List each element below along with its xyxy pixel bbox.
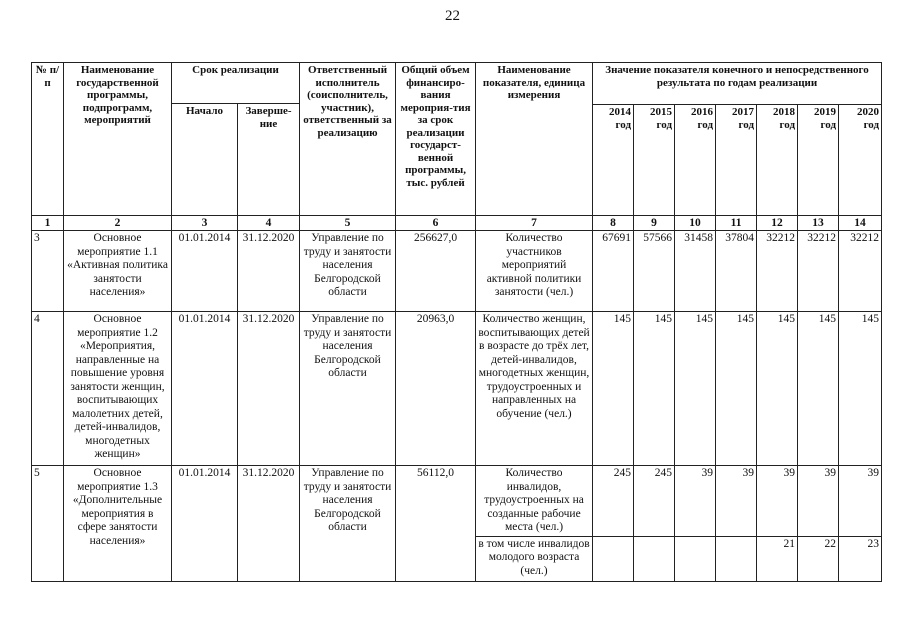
row-value-2017: 39 — [716, 466, 757, 537]
row-value-2016 — [675, 536, 716, 581]
header-period: Срок реализации — [172, 63, 300, 104]
column-number: 2 — [64, 216, 172, 231]
row-value-2018: 21 — [757, 536, 798, 581]
row-measure-name: Основное мероприятие 1.2 «Мероприятия, направленные на повышение уровня занятости женщин, воспитывающих малолетних детей, детей-инвалидов, многодетных женщин» — [64, 312, 172, 466]
row-end-date: 31.12.2020 — [238, 231, 300, 312]
row-value-2019: 32212 — [798, 231, 839, 312]
header-year-2019: 2019 год — [798, 105, 839, 216]
row-value-2014: 145 — [593, 312, 634, 466]
row-measure-name: Основное мероприятие 1.3 «Дополнительные мероприятия в сфере занятости населения» — [64, 466, 172, 582]
row-value-2020: 23 — [839, 536, 882, 581]
header-year-2020: 2020 год — [839, 105, 882, 216]
header-indicator: Наименование показателя, единица измерения — [476, 63, 593, 216]
row-start-date: 01.01.2014 — [172, 466, 238, 582]
table-row — [32, 466, 882, 537]
row-end-date: 31.12.2020 — [238, 466, 300, 582]
row-value-2015: 245 — [634, 466, 675, 537]
column-number: 6 — [396, 216, 476, 231]
column-number: 7 — [476, 216, 593, 231]
header-volume: Общий объем финансиро-вания мероприя-тия за срок реализации государст-венной программы, тыс. рублей — [396, 63, 476, 216]
page-number: 22 — [445, 8, 460, 24]
row-value-2017: 145 — [716, 312, 757, 466]
row-num: 4 — [32, 312, 64, 466]
row-num: 5 — [32, 466, 64, 582]
row-start-date: 01.01.2014 — [172, 231, 238, 312]
header-year-2015: 2015 год — [634, 105, 675, 216]
column-number: 14 — [839, 216, 882, 231]
row-value-2017: 37804 — [716, 231, 757, 312]
row-value-2016: 145 — [675, 312, 716, 466]
column-number: 5 — [300, 216, 396, 231]
row-indicator-name: Количество инвалидов, трудоустроенных на созданные рабочие места (чел.) — [476, 466, 593, 537]
row-start-date: 01.01.2014 — [172, 312, 238, 466]
row-responsible: Управление по труду и занятости населения Белгородской области — [300, 466, 396, 582]
header-row-1 — [32, 63, 882, 104]
row-value-2017 — [716, 536, 757, 581]
row-value-2018: 32212 — [757, 231, 798, 312]
column-number: 10 — [675, 216, 716, 231]
column-number: 8 — [593, 216, 634, 231]
row-value-2014: 245 — [593, 466, 634, 537]
table-row — [32, 231, 882, 312]
row-value-2018: 39 — [757, 466, 798, 537]
indicator-table — [31, 62, 882, 582]
column-number: 1 — [32, 216, 64, 231]
row-value-2015: 57566 — [634, 231, 675, 312]
header-year-2016: 2016 год — [675, 105, 716, 216]
header-start: Начало — [172, 104, 238, 216]
row-indicator-name: Количество участников мероприятий активной политики занятости (чел.) — [476, 231, 593, 312]
row-num: 3 — [32, 231, 64, 312]
row-value-2014 — [593, 536, 634, 581]
row-indicator-name: в том числе инвалидов молодого возраста (чел.) — [476, 536, 593, 581]
header-responsible: Ответственный исполнитель (соисполнитель, участник), ответственный за реализацию — [300, 63, 396, 216]
header-name: Наименование государственной программы, подпрограмм, мероприятий — [64, 63, 172, 216]
row-value-2019: 39 — [798, 466, 839, 537]
column-number: 4 — [238, 216, 300, 231]
row-value-2014: 67691 — [593, 231, 634, 312]
row-value-2020: 32212 — [839, 231, 882, 312]
column-number: 3 — [172, 216, 238, 231]
column-number: 13 — [798, 216, 839, 231]
row-end-date: 31.12.2020 — [238, 312, 300, 466]
header-year-2014: 2014 год — [593, 105, 634, 216]
column-number: 11 — [716, 216, 757, 231]
header-values-title: Значение показателя конечного и непосредственного результата по годам реализации — [593, 63, 882, 105]
table-row — [32, 312, 882, 466]
row-value-2020: 39 — [839, 466, 882, 537]
column-number-row — [32, 216, 882, 231]
header-year-2017: 2017 год — [716, 105, 757, 216]
row-value-2015: 145 — [634, 312, 675, 466]
column-number: 9 — [634, 216, 675, 231]
row-volume: 56112,0 — [396, 466, 476, 582]
header-year-2018: 2018 год — [757, 105, 798, 216]
row-value-2018: 145 — [757, 312, 798, 466]
row-value-2019: 22 — [798, 536, 839, 581]
row-value-2016: 39 — [675, 466, 716, 537]
row-volume: 256627,0 — [396, 231, 476, 312]
row-value-2016: 31458 — [675, 231, 716, 312]
row-measure-name: Основное мероприятие 1.1 «Активная политика занятости населения» — [64, 231, 172, 312]
row-responsible: Управление по труду и занятости населения Белгородской области — [300, 312, 396, 466]
row-value-2019: 145 — [798, 312, 839, 466]
row-value-2015 — [634, 536, 675, 581]
row-volume: 20963,0 — [396, 312, 476, 466]
row-value-2020: 145 — [839, 312, 882, 466]
column-number: 12 — [757, 216, 798, 231]
header-end: Заверше-ние — [238, 104, 300, 216]
row-indicator-name: Количество женщин, воспитывающих детей в возрасте до трёх лет, детей-инвалидов, многодетных женщин, трудоустроенных и направленных на обучение (чел.) — [476, 312, 593, 466]
row-responsible: Управление по труду и занятости населения Белгородской области — [300, 231, 396, 312]
header-num: № п/п — [32, 63, 64, 216]
